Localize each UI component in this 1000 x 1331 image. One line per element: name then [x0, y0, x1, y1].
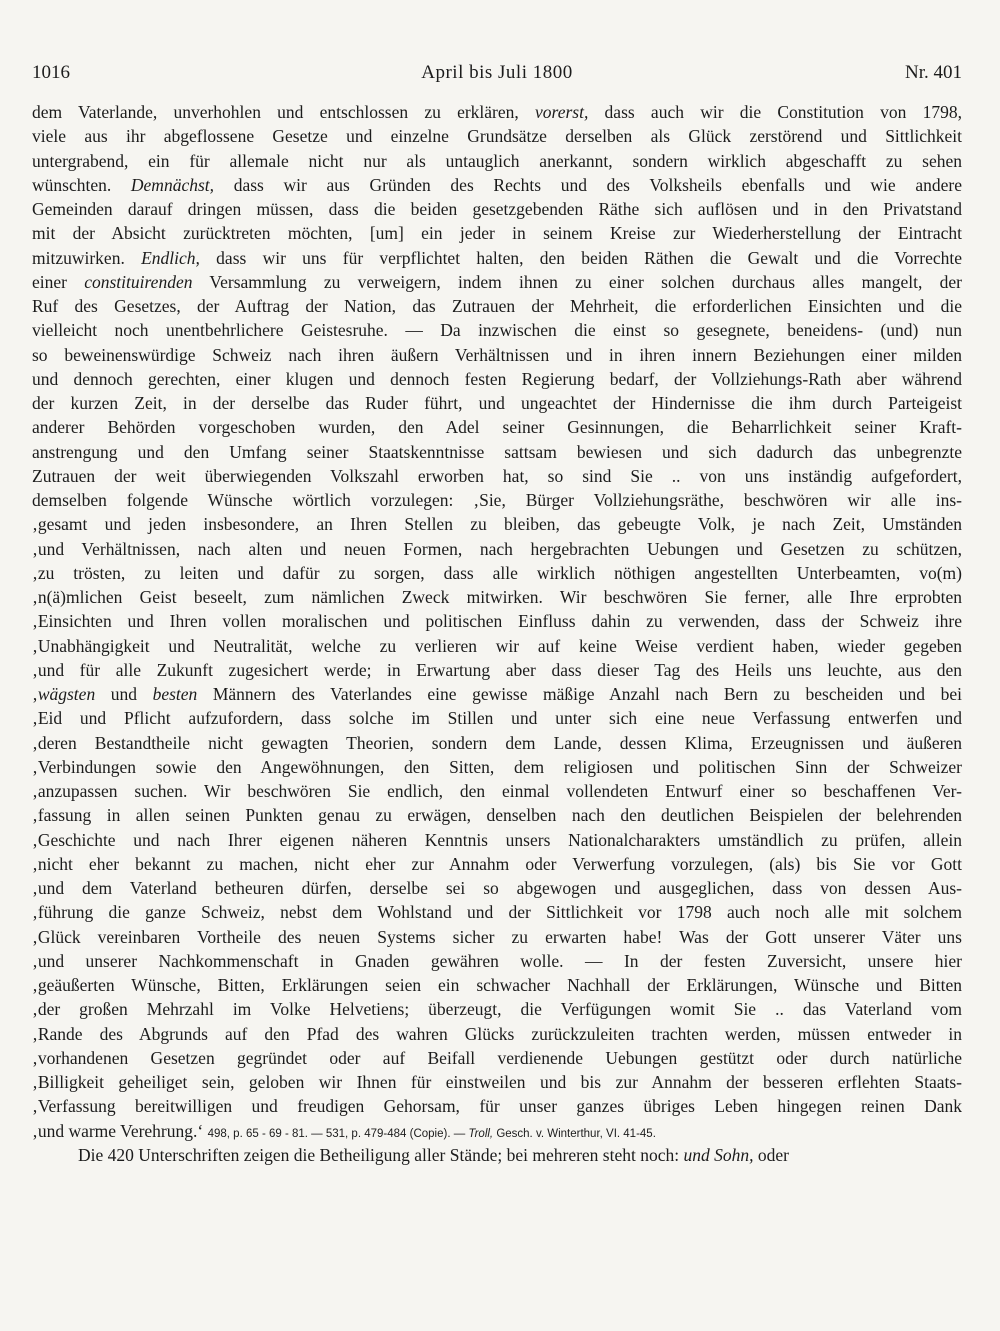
text-line [32, 537, 962, 561]
text-line [32, 585, 962, 609]
text-line [32, 973, 962, 997]
page-number: 1016 [32, 62, 70, 83]
running-title: April bis Juli 1800 [421, 62, 573, 83]
source-citation: Troll, [468, 1127, 494, 1140]
document-number: Nr. 401 [905, 62, 962, 83]
text-line [32, 779, 962, 803]
text-segment: Ruf des Gesetzes, der Auftrag der Nation, das Zutrauen der Mehrheit, die erforderlichen Einsichten und die [32, 296, 962, 316]
text-segment: untergrabend, ein für allemale nicht nur als untauglich anerkannt, sondern wirklich abgeschafft zu sehen [32, 150, 962, 171]
text-line [32, 828, 962, 852]
text-line [32, 609, 962, 633]
text-segment: einer [32, 271, 85, 292]
text-segment: wünschten. [32, 174, 131, 195]
text-segment: der kurzen Zeit, in der derselbe das Ruder führt, und ungeachtet der Hindernisse die ihm durch Parteigeist [32, 393, 962, 413]
text-line [32, 221, 962, 245]
text-segment: ‚vorhandenen Gesetzen gegründet oder auf Beifall verdienende Uebungen gestützt oder durch natürliche [32, 1047, 962, 1068]
text-segment: dem Vaterlande, unverhohlen und entschlossen zu erklären, [32, 102, 536, 122]
text-line [32, 634, 962, 658]
text-segment: dass wir uns für verpflichtet halten, den beiden Räthen die Gewalt und die Vorrechte [199, 247, 962, 268]
text-line [32, 706, 962, 730]
text-segment: mitzuwirken. [32, 247, 142, 268]
text-segment: ‚ [32, 684, 38, 704]
text-line [32, 731, 962, 755]
text-line [32, 124, 962, 148]
text-segment: Zutrauen der weit überwiegenden Volkszahl erworben hat, so sind Sie .. von uns inständig aufgefordert, [32, 465, 962, 486]
text-segment: Die 420 Unterschriften zeigen die Betheiligung aller Stände; bei mehreren steht noch: [78, 1144, 684, 1165]
text-line [32, 997, 962, 1021]
text-line [32, 100, 962, 124]
text-segment: ‚Geschichte und nach Ihrer eigenen näheren Kenntnis unsers Nationalcharakters umständlich zu prüfen, allein [32, 829, 962, 850]
text-segment: ‚und für alle Zukunft zugesichert werde; in Erwartung aber dass dieser Tag des Heils uns leuchte, aus den [32, 659, 962, 680]
text-line [32, 464, 962, 488]
text-line [32, 1119, 962, 1143]
text-line [32, 415, 962, 439]
text-segment: ‚und Verhältnissen, nach alten und neuen Formen, nach hergebrachten Uebungen und Gesetzen zu schützen, [32, 538, 962, 559]
text-line [32, 1046, 962, 1070]
text-segment: ‚n(ä)mlichen Geist beseelt, zum nämlichen Zweck mitwirken. Wir beschwören Sie ferner, alle Ihre erprobten [32, 587, 962, 607]
text-line [32, 197, 962, 221]
text-segment: vielleicht noch unentbehrlichere Geistesruhe. — Da inzwischen die einst so gesegnete, beneidens- (und) nun [32, 320, 962, 341]
text-segment: und dennoch gerechten, einer klugen und dennoch festen Regierung bedarf, der Vollziehungs-Rath aber während [32, 368, 962, 389]
text-line [32, 755, 962, 779]
text-segment: dass wir aus Gründen des Rechts und des Volksheils ebenfalls und wie andere [214, 174, 962, 195]
body-text [32, 100, 962, 1167]
emphasis-text: constituirenden [84, 271, 193, 292]
text-line [32, 173, 962, 197]
emphasis-text: wägsten [37, 684, 96, 704]
text-segment: Männern des Vaterlandes eine gewisse mäßige Anzahl nach Bern zu bescheiden und bei [197, 684, 962, 704]
text-segment: ‚gesamt und jeden insbesondere, an Ihren Stellen zu bleiben, das gebeugte Volk, je nach Zeit, Umständen [32, 514, 962, 535]
text-segment: ‚Einsichten und Ihren vollen moralischen und politischen Einfluss dahin zu verwenden, dass der Schweiz ihre [32, 611, 962, 632]
text-segment: ‚Eid und Pflicht aufzufordern, dass solche im Stillen und unter sich eine neue Verfassung entwerfen und [32, 708, 962, 729]
text-line [32, 488, 962, 512]
emphasis-text: Endlich, [141, 247, 200, 268]
text-segment: ‚deren Bestandtheile nicht gewagten Theorien, sondern dem Lande, dessen Klima, Erzeugnissen und äußeren [32, 732, 962, 753]
text-line [32, 270, 962, 294]
text-segment: ‚nicht eher bekannt zu machen, nicht eher zur Annahm oder Verwerfung vorzulegen, (als) bis Sie vor Gott [32, 853, 962, 874]
text-line [32, 318, 962, 342]
source-citation: 498, p. 65 - 69 - 81. — 531, p. 479-484 (Copie). — [207, 1127, 469, 1140]
text-segment: viele aus ihr abgeflossene Gesetze und einzelne Grundsätze derselben als Glück zerstörend und Sittlichkeit [32, 126, 962, 147]
text-segment: ‚und dem Vaterland betheuren dürfen, derselbe sei so abgewogen und ausgeglichen, dass von dessen Aus- [32, 878, 962, 898]
emphasis-text: vorerst, [535, 102, 589, 122]
text-segment: ‚und warme Verehrung.‘ [32, 1120, 208, 1141]
text-segment: ‚fassung in allen seinen Punkten genau zu erwägen, denselben nach den deutlichen Beispielen der belehrenden [32, 805, 962, 826]
text-segment: Versammlung zu verweigern, indem ihnen zu einer solchen durchaus alles mangelt, der [192, 271, 962, 292]
text-line [32, 803, 962, 827]
text-line [32, 367, 962, 391]
text-segment: ‚führung die ganze Schweiz, nebst dem Wohlstand und der Sittlichkeit vor 1798 auch noch alle mit solchem [32, 902, 962, 923]
text-segment: ‚Rande des Abgrunds auf den Pfad des wahren Glücks zurückzuleiten trachten werden, müssen entweder in [32, 1023, 962, 1044]
text-segment: demselben folgende Wünsche wörtlich vorzulegen: ‚Sie, Bürger Vollziehungsräthe, beschwören wir alle ins- [32, 490, 962, 510]
text-segment: so beweinenswürdige Schweiz nach ihren äußern Verhältnissen und in ihren innern Beziehungen einer milden [32, 344, 962, 365]
text-line [32, 294, 962, 318]
text-segment: ‚Billigkeit geheiliget sein, geloben wir Ihnen für einstweilen und bis zur Annahm der besseren erflehten Staats- [32, 1072, 962, 1092]
text-segment: ‚geäußerten Wünsche, Bitten, Erklärungen seien ein schwacher Nachhall der Erklärungen, Wünsche und Bitten [32, 975, 962, 995]
text-line [32, 149, 962, 173]
source-citation: Gesch. v. Winterthur, VI. 41-45. [493, 1127, 656, 1140]
text-segment: anstrengung und den Umfang seiner Staatskenntnisse sattsam bewiesen und sich dadurch das unbegrenzte [32, 441, 962, 462]
text-segment: ‚Glück vereinbaren Vortheile des neuen Systems sicher zu erwarten habe! Was der Gott unserer Väter uns [32, 926, 962, 947]
text-segment: oder [753, 1144, 789, 1165]
text-line [32, 561, 962, 585]
text-line [32, 1070, 962, 1094]
text-line [32, 1143, 962, 1167]
text-segment: ‚und unserer Nachkommenschaft in Gnaden gewähren wolle. — In der festen Zuversicht, unsere hier [32, 950, 962, 971]
text-segment: ‚anzupassen suchen. Wir beschwören Sie endlich, den einmal vollendeten Entwurf einer so beschaffenen Ver- [32, 781, 962, 801]
text-line [32, 391, 962, 415]
text-segment: dass auch wir die Constitution von 1798, [588, 102, 962, 122]
text-line [32, 440, 962, 464]
text-line [32, 246, 962, 270]
text-line [32, 658, 962, 682]
text-line [32, 949, 962, 973]
text-line [32, 1022, 962, 1046]
text-segment: ‚Unabhängigkeit und Neutralität, welche zu verlieren wir auf keine Weise verdient haben, wieder gegeben [32, 635, 962, 656]
text-segment: ‚Verbindungen sowie den Angewöhnungen, den Sitten, dem religiosen und politischen Sinn der Schweizer [32, 756, 962, 777]
text-segment: ‚zu trösten, zu leiten und dafür zu sorgen, dass alle wirklich nöthigen angestellten Unterbeamten, vo(m) [32, 562, 962, 583]
text-segment: Gemeinden darauf dringen müssen, dass die beiden gesetzgebenden Räthe sich auflösen und in den Privatstand [32, 199, 962, 219]
text-line [32, 852, 962, 876]
text-line [32, 1094, 962, 1118]
text-segment: und [95, 684, 153, 704]
text-segment: ‚Verfassung bereitwilligen und freudigen Gehorsam, für unser ganzes übriges Leben hingegen reinen Dank [32, 1096, 962, 1117]
text-line [32, 343, 962, 367]
text-segment: ‚der großen Mehrzahl im Volke Helvetiens; überzeugt, die Verfügungen womit Sie .. das Vaterland vom [32, 999, 962, 1020]
text-line [32, 925, 962, 949]
text-line [32, 876, 962, 900]
emphasis-text: besten [152, 684, 198, 704]
text-segment: anderer Behörden vorgeschoben wurden, den Adel seiner Gesinnungen, die Beharrlichkeit seiner Kraft- [32, 417, 962, 438]
text-line [32, 682, 962, 706]
emphasis-text: und Sohn, [683, 1144, 754, 1165]
text-line [32, 900, 962, 924]
emphasis-text: Demnächst, [130, 174, 215, 195]
running-header [32, 62, 962, 90]
text-line [32, 512, 962, 536]
text-segment: mit der Absicht zurücktreten möchten, [um] ein jeder in seinem Kreise zur Wiederherstellung der Eintracht [32, 223, 962, 244]
